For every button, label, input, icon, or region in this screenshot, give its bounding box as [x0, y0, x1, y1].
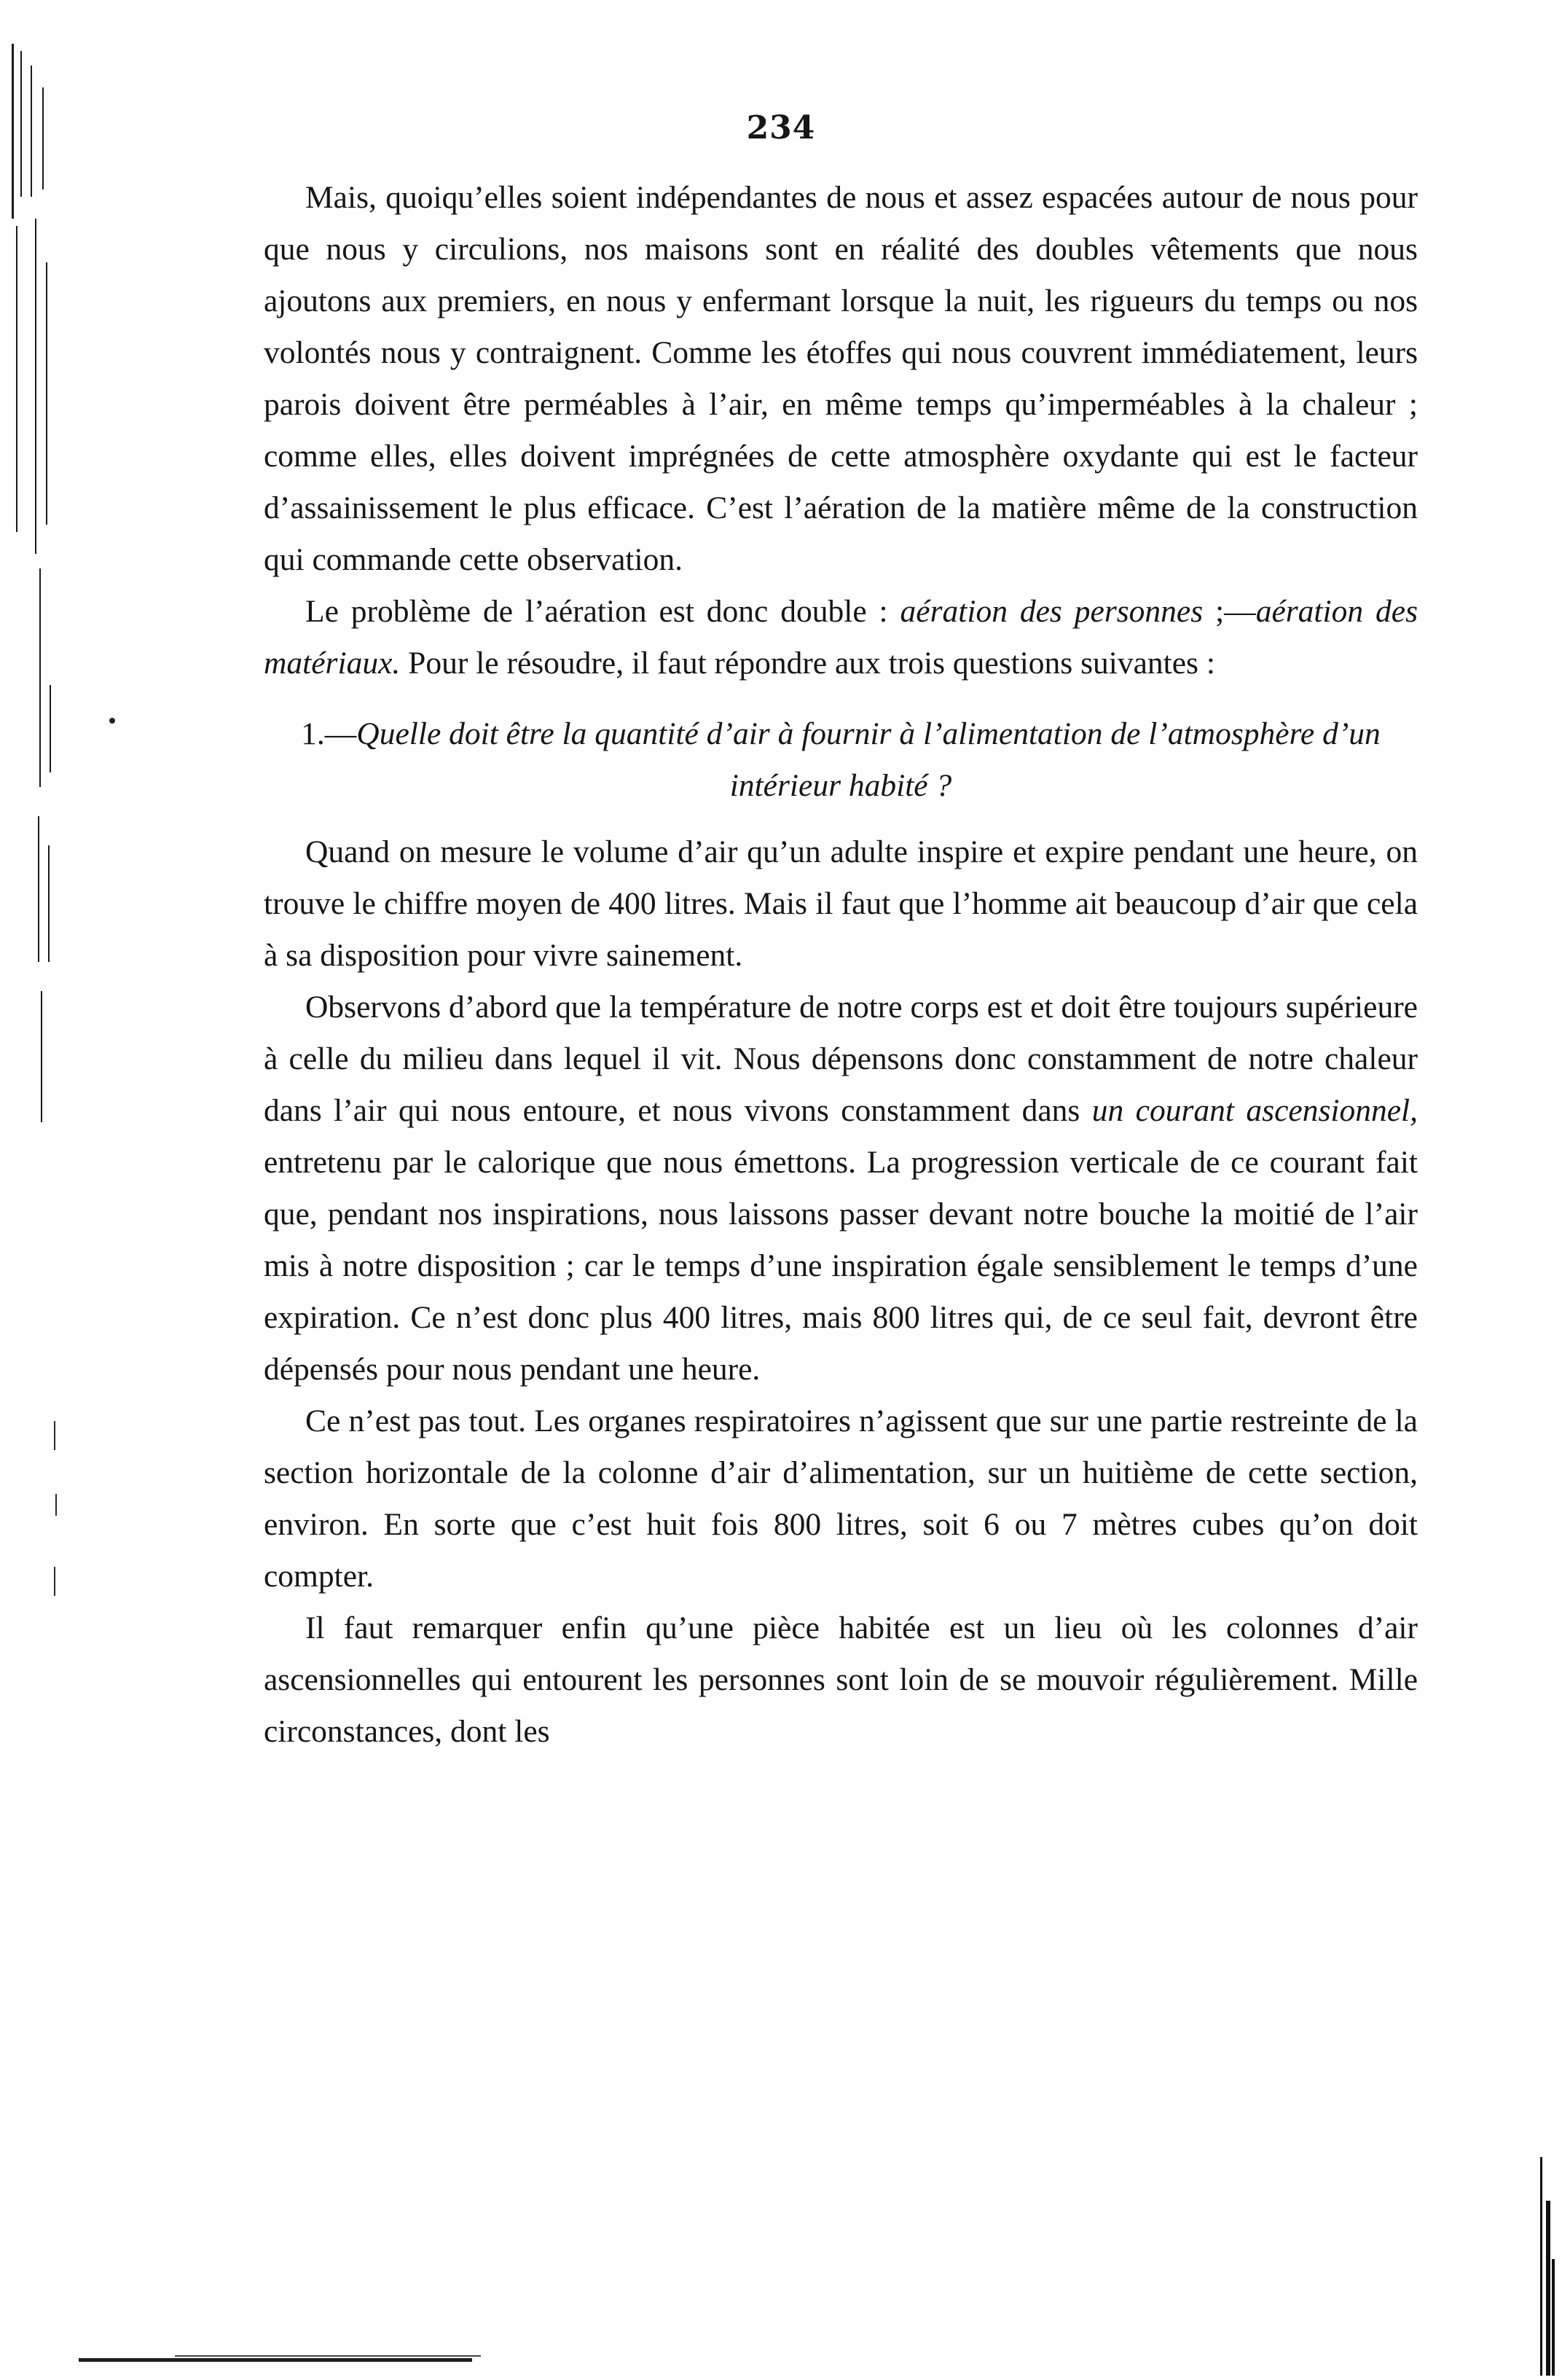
bottom-rule-thin [175, 2355, 481, 2357]
text-run: Il faut remarquer enfin qu’une pièce habitée est un lieu où les colonnes d’air ascensionnelles qui entourent les personnes sont loin de se mouvoir régulièrement. Mille circonstances, dont les [264, 1610, 1418, 1749]
text-run: 1.— [301, 716, 357, 751]
italic-text: aération des matériaux. [264, 594, 1418, 681]
text-run: Quand on mesure le volume d’air qu’un adulte inspire et expire pendant une heure, on trouve le chiffre moyen de 400 litres. Mais il faut que l’homme ait beaucoup d’air que cela à sa disposition pour vivre sainement. [264, 834, 1418, 973]
text-run: Ce n’est pas tout. Les organes respiratoires n’agissent que sur une partie restreinte de la section horizontale de la colonne d’air d’alimentation, sur un huitième de cette section, environ. En sorte que c’est huit fois 800 litres, soit 6 ou 7 mètres cubes qu’on doit compter. [264, 1404, 1418, 1594]
text-run: ;— [1203, 594, 1256, 629]
right-edge-marks [1536, 2157, 1558, 2376]
paragraph [264, 1395, 1418, 1602]
text-run: entretenu par le calorique que nous émettons. La progression verticale de ce courant fait que, pendant nos inspirations, nous laissons passer devant notre bouche la moitié de l’air mis à notre disposition ; car le temps d’une inspiration égale sensiblement le temps d’une expiration. Ce n’est donc plus 400 litres, mais 800 litres qui, de ce seul fait, devront être dépensés pour nous pendant une heure. [264, 1145, 1418, 1387]
paragraph [264, 982, 1418, 1395]
text-run: Pour le résoudre, il faut répondre aux trois questions suivantes : [400, 646, 1215, 681]
paragraph [264, 586, 1418, 689]
italic-text: aération des personnes [900, 594, 1204, 629]
paragraph [264, 172, 1418, 586]
text-run: Observons d’abord que la température de notre corps est et doit être toujours supérieure à celle du milieu dans lequel il vit. Nous dépensons donc constamment de notre chaleur dans l’air qui nous entoure, et nous vivons constamment dans [264, 990, 1418, 1128]
paragraph [264, 826, 1418, 982]
italic-text: un courant ascensionnel, [1091, 1093, 1418, 1128]
margin-specks [51, 1421, 66, 1640]
paragraph [264, 1602, 1418, 1758]
stray-dot [109, 718, 115, 724]
binding-margin-marks [6, 44, 64, 1137]
italic-text: Quelle doit être la quantité d’air à fournir à l’alimentation de l’atmosphère d’un intérieur habité ? [356, 716, 1381, 803]
question-heading [264, 708, 1418, 812]
text-run: Mais, quoiqu’elles soient indépendantes de nous et assez espacées autour de nous pour que nous y circulions, nos maisons sont en réalité des doubles vêtements que nous ajoutons aux premiers, en nous y enfermant lorsque la nuit, les rigueurs du temps ou nos volontés nous y contraignent. Comme les étoffes qui nous couvrent immédiatement, leurs parois doivent être perméables à l’air, en même temps qu’imperméables à la chaleur ; comme elles, elles doivent imprégnées de cette atmosphère oxydante qui est le facteur d’assainissement le plus efficace. C’est l’aération de la matière même de la construction qui commande cette observation. [264, 180, 1418, 577]
text-run: Le problème de l’aération est donc double : [305, 594, 900, 629]
body-text [264, 172, 1418, 1758]
page-number: 234 [746, 109, 816, 146]
bottom-rule [79, 2358, 472, 2362]
